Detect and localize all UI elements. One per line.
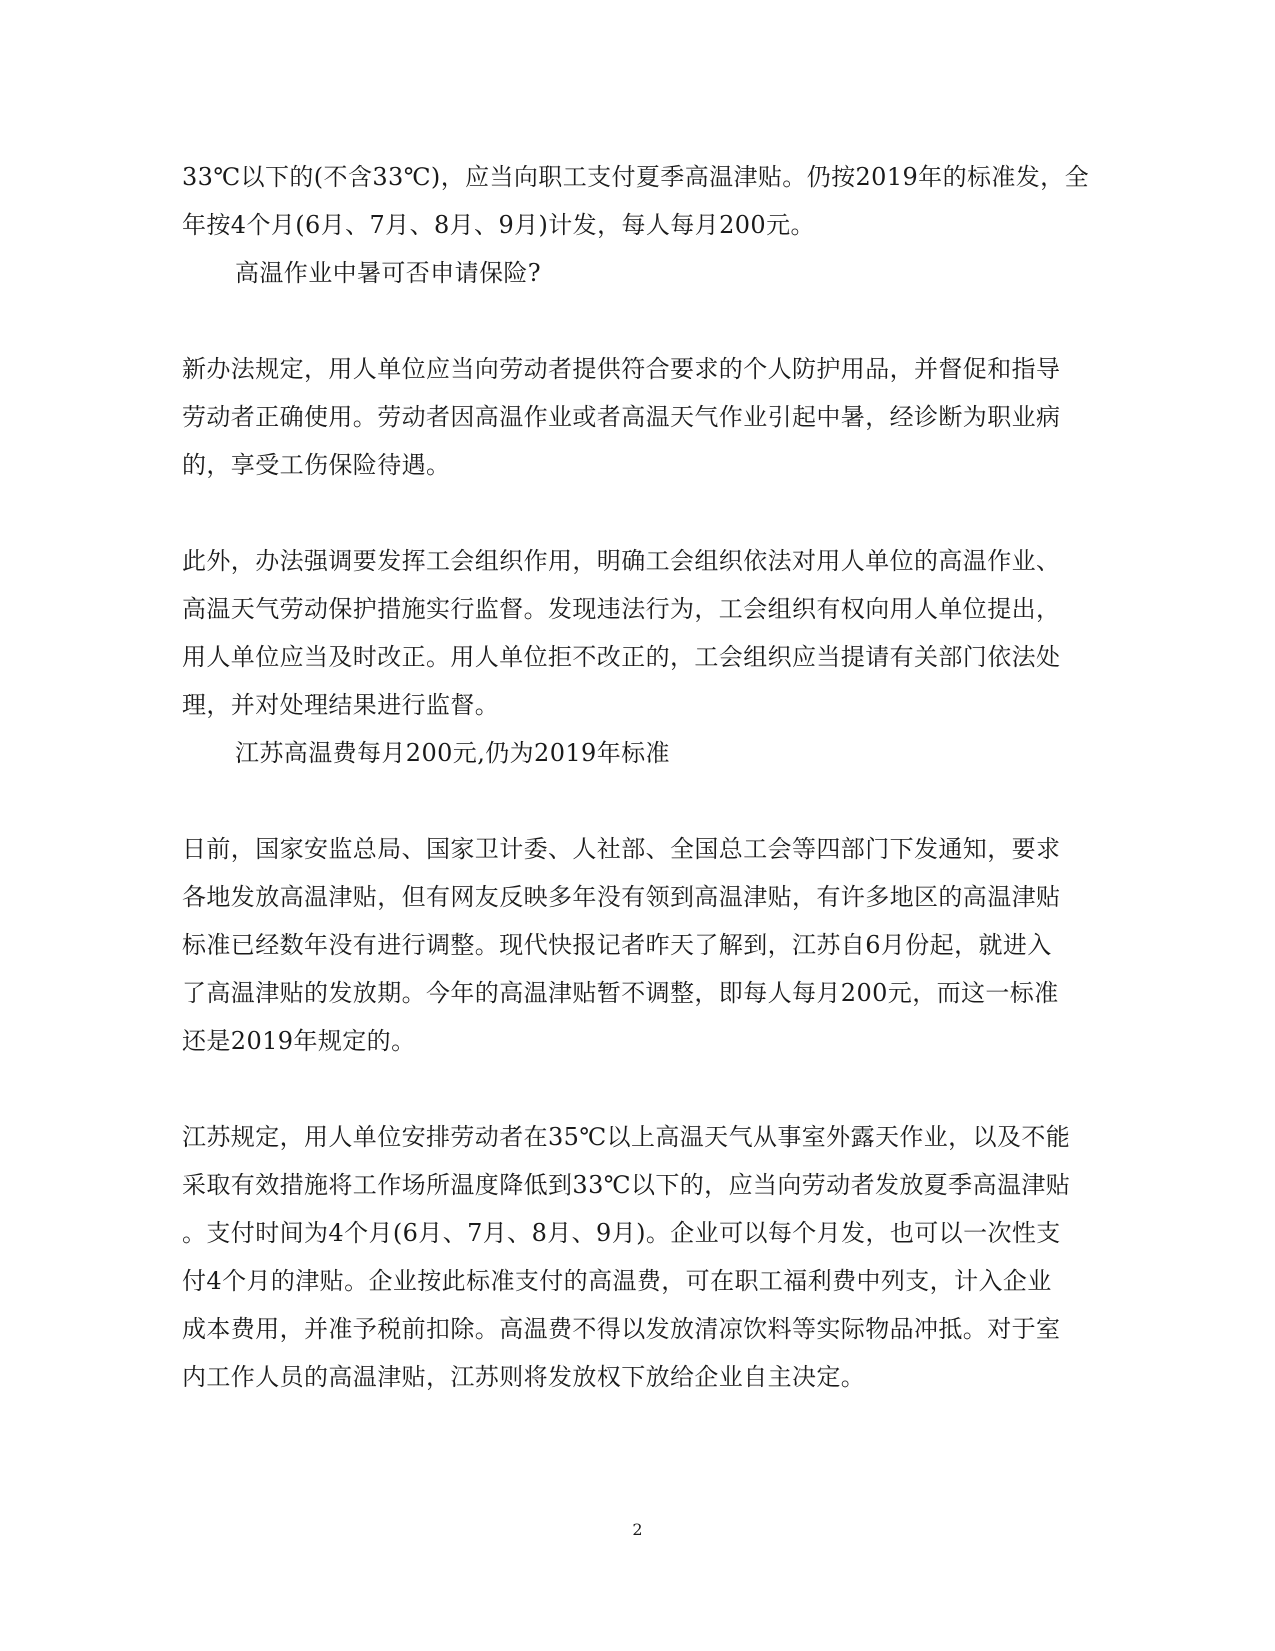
text-line: 采取有效措施将工作场所温度降低到33℃以下的，应当向劳动者发放夏季高温津贴 — [182, 1171, 1071, 1199]
text-line: 。支付时间为4个月(6月、7月、8月、9月)。企业可以每个月发，也可以一次性支 — [182, 1219, 1061, 1247]
text-line: 年按4个月(6月、7月、8月、9月)计发，每人每月200元。 — [182, 211, 815, 239]
paragraph — [182, 825, 1087, 1065]
text-line: 江苏规定，用人单位安排劳动者在35℃以上高温天气从事室外露天作业，以及不能 — [182, 1123, 1071, 1151]
text-line: 了高温津贴的发放期。今年的高温津贴暂不调整，即每人每月200元，而这一标准 — [182, 979, 1059, 1007]
paragraph — [182, 345, 1087, 489]
text-line: 的，享受工伤保险待遇。 — [182, 451, 451, 479]
paragraph — [182, 153, 1087, 249]
text-line: 新办法规定，用人单位应当向劳动者提供符合要求的个人防护用品，并督促和指导 — [182, 355, 1061, 383]
paragraph-spacer — [182, 297, 1087, 345]
text-line: 各地发放高温津贴，但有网友反映多年没有领到高温津贴，有许多地区的高温津贴 — [182, 883, 1061, 911]
page-number: 2 — [632, 1520, 643, 1539]
text-line: 劳动者正确使用。劳动者因高温作业或者高温天气作业引起中暑，经诊断为职业病 — [182, 403, 1061, 431]
section-heading: 江苏高温费每月200元,仍为2019年标准 — [235, 739, 670, 767]
text-line: 还是2019年规定的。 — [182, 1027, 416, 1055]
document-body — [182, 153, 1087, 1401]
text-line: 33℃以下的(不含33℃)，应当向职工支付夏季高温津贴。仍按2019年的标准发，全 — [182, 163, 1089, 191]
text-line: 成本费用，并准予税前扣除。高温费不得以发放清凉饮料等实际物品冲抵。对于室 — [182, 1315, 1061, 1343]
paragraph-spacer — [182, 489, 1087, 537]
paragraph — [182, 537, 1087, 729]
text-line: 内工作人员的高温津贴，江苏则将发放权下放给企业自主决定。 — [182, 1363, 866, 1391]
text-line: 标准已经数年没有进行调整。现代快报记者昨天了解到，江苏自6月份起，就进入 — [182, 931, 1052, 959]
section-heading: 高温作业中暑可否申请保险? — [235, 259, 542, 287]
text-line: 此外，办法强调要发挥工会组织作用，明确工会组织依法对用人单位的高温作业、 — [182, 547, 1061, 575]
paragraph — [182, 1113, 1087, 1401]
text-line: 用人单位应当及时改正。用人单位拒不改正的，工会组织应当提请有关部门依法处 — [182, 643, 1061, 671]
text-line: 付4个月的津贴。企业按此标准支付的高温费，可在职工福利费中列支，计入企业 — [182, 1267, 1052, 1295]
text-line: 高温天气劳动保护措施实行监督。发现违法行为，工会组织有权向用人单位提出， — [182, 595, 1061, 623]
paragraph-spacer — [182, 1065, 1087, 1113]
text-line: 理，并对处理结果进行监督。 — [182, 691, 500, 719]
paragraph-spacer — [182, 777, 1087, 825]
text-line: 日前，国家安监总局、国家卫计委、人社部、全国总工会等四部门下发通知，要求 — [182, 835, 1061, 863]
